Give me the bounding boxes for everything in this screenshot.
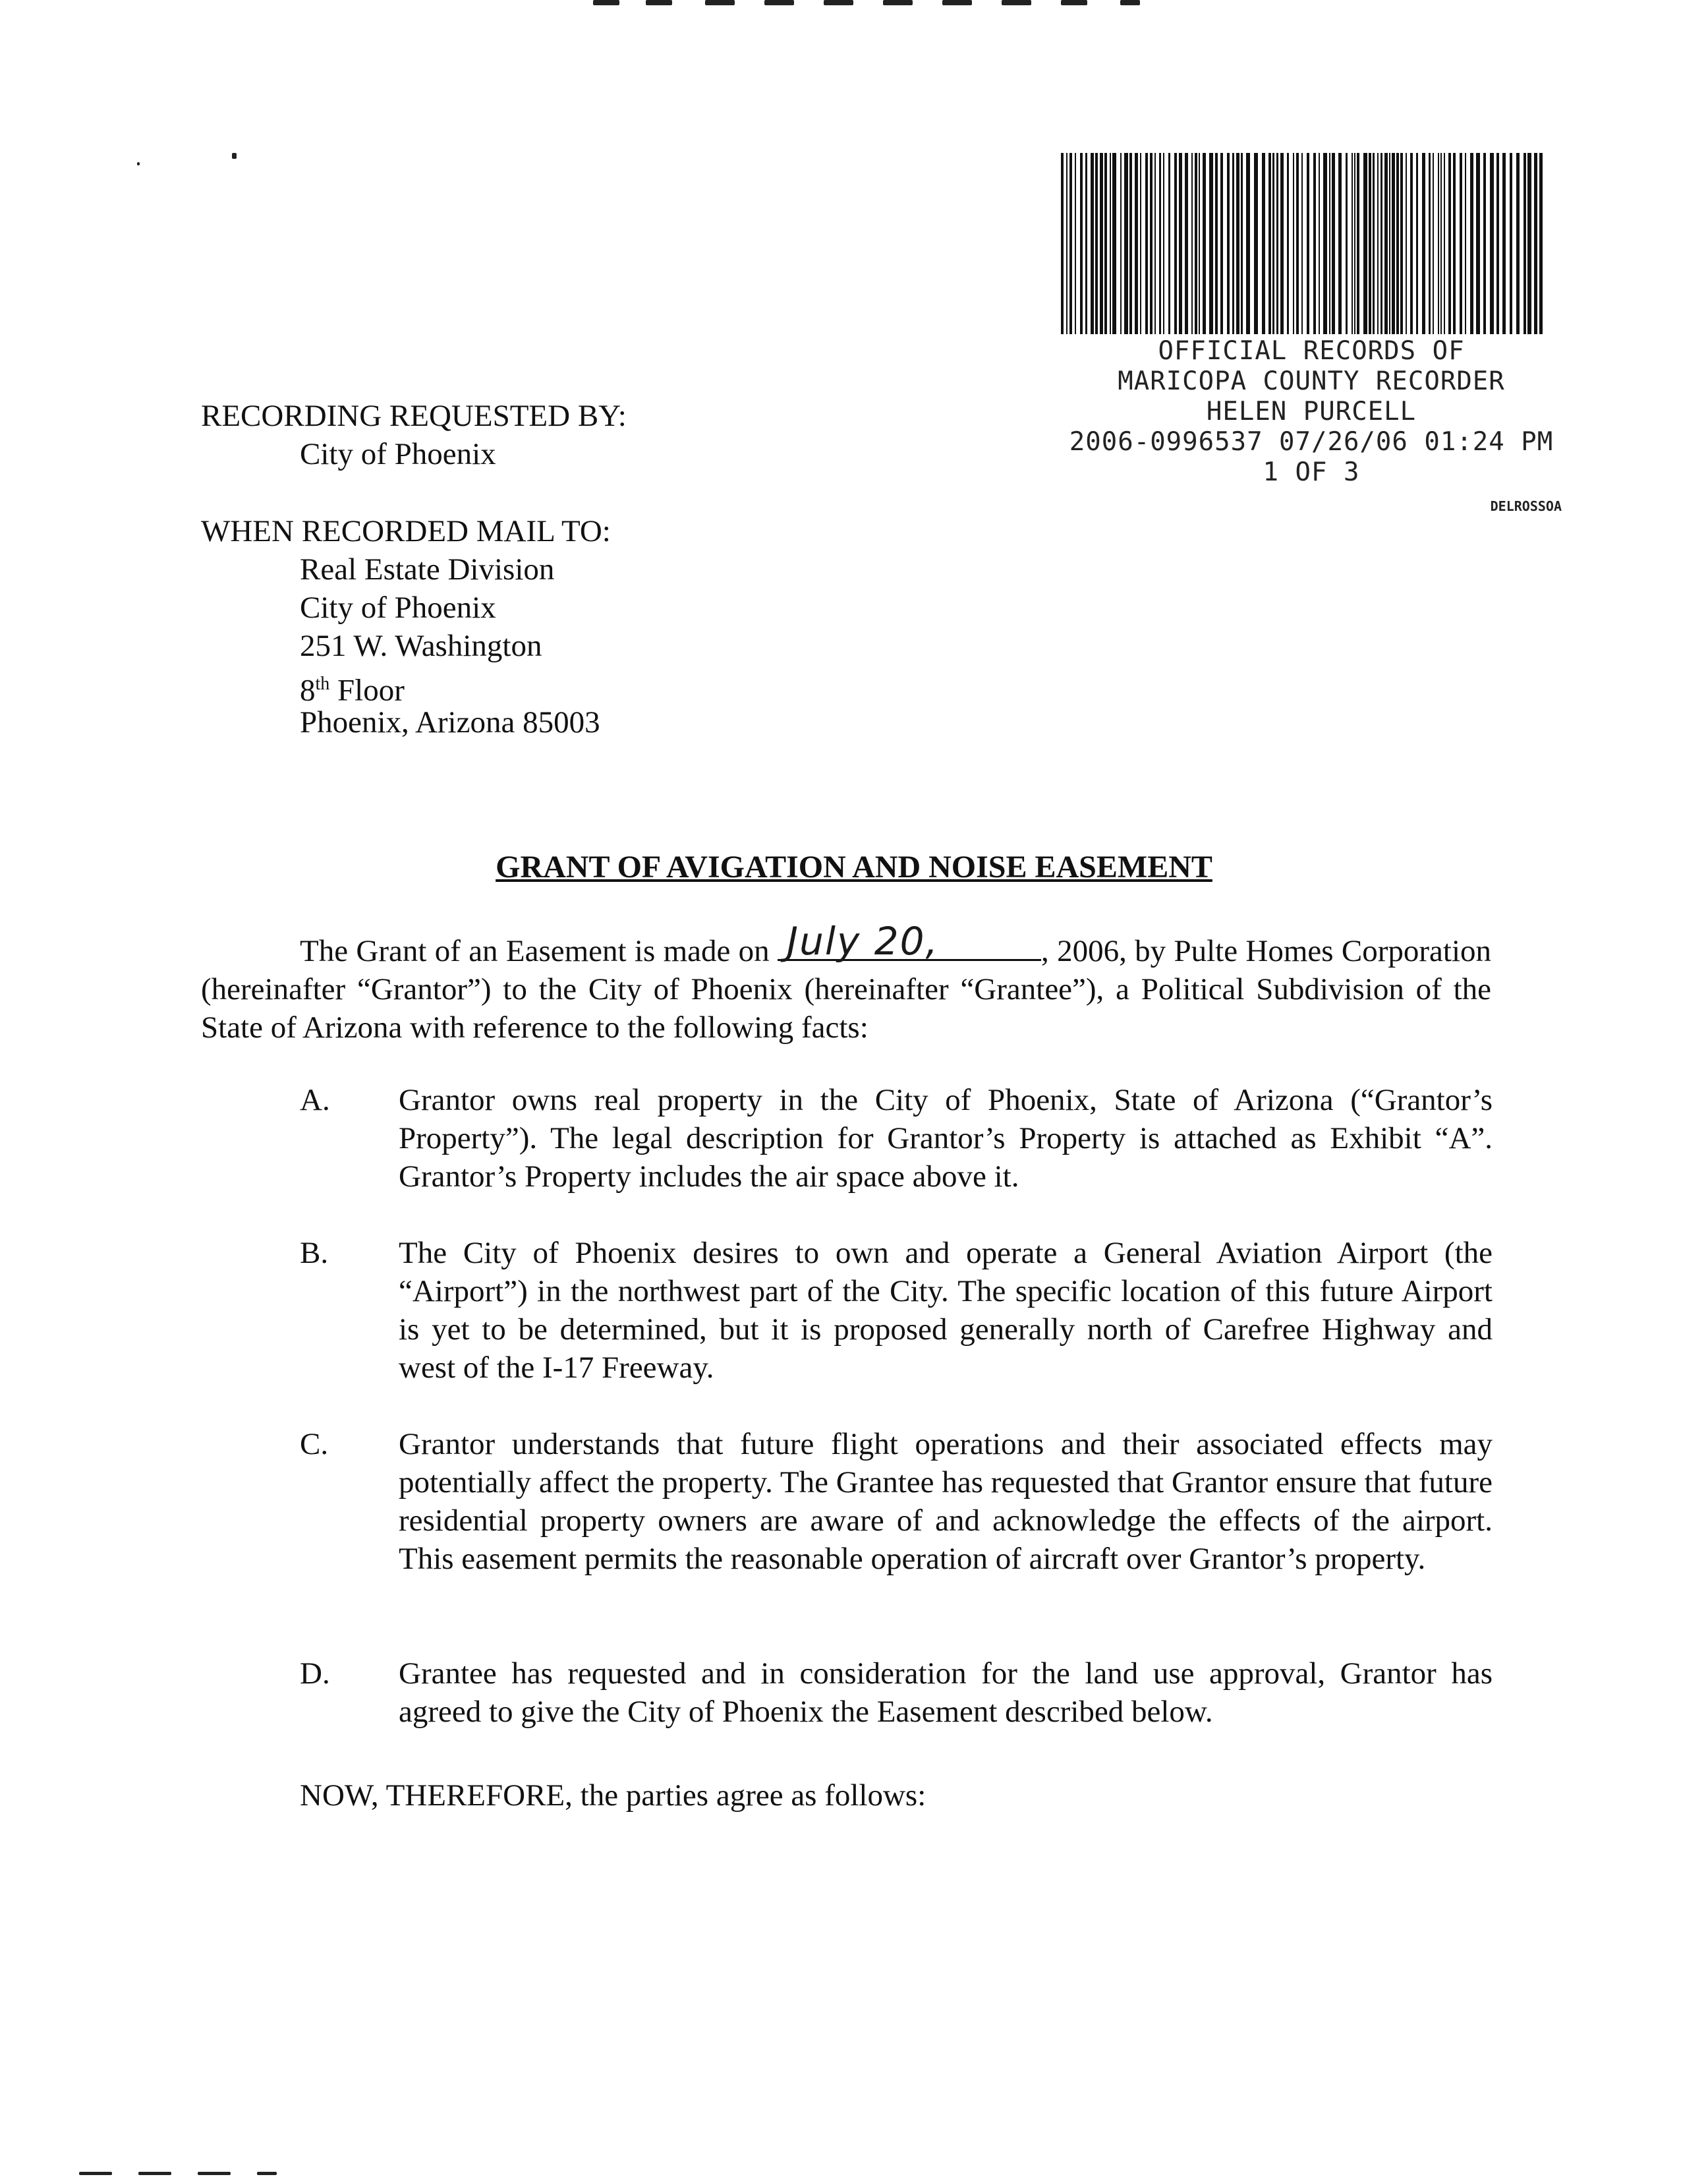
barcode-bar	[1465, 153, 1466, 334]
recital-b	[300, 1234, 1493, 1387]
intro-before-date: The Grant of an Easement is made on	[300, 934, 770, 968]
barcode-bar	[1440, 153, 1442, 334]
barcode-bar	[1392, 153, 1395, 334]
barcode-bar	[1069, 153, 1072, 334]
barcode-bar	[1061, 153, 1064, 334]
barcode-bar	[1319, 153, 1320, 334]
floor-label: Floor	[337, 673, 405, 708]
barcode-bar	[1246, 153, 1250, 334]
recording-requested-heading: RECORDING REQUESTED BY:	[201, 399, 627, 433]
barcode-bar	[1276, 153, 1278, 334]
barcode-bar	[1174, 153, 1177, 334]
barcode-bar	[1460, 153, 1462, 334]
barcode-bar	[1346, 153, 1348, 334]
barcode-bar	[1502, 153, 1506, 334]
barcode-bar	[1490, 153, 1494, 334]
mail-to-heading: WHEN RECORDED MAIL TO:	[201, 514, 611, 548]
barcode-bar	[1516, 153, 1520, 334]
barcode-bar	[1496, 153, 1499, 334]
barcode-bar	[1215, 153, 1218, 334]
barcode	[1060, 153, 1545, 334]
top-edge-dashes	[593, 0, 1186, 9]
barcode-bar	[1080, 153, 1083, 334]
barcode-bar	[1301, 153, 1303, 334]
barcode-bar	[1377, 153, 1379, 334]
barcode-bar	[1523, 153, 1526, 334]
barcode-bar	[1448, 153, 1451, 334]
barcode-bar	[1254, 153, 1258, 334]
handwritten-date: July 20,	[787, 919, 939, 964]
barcode-bar	[1293, 153, 1294, 334]
barcode-bar	[1539, 153, 1543, 334]
barcode-bar	[1199, 153, 1200, 334]
barcode-bar	[1159, 153, 1161, 334]
barcode-bar	[1203, 153, 1206, 334]
recital-text: Grantor understands that future flight operations and their associated effects may potentially affect the property. The Grantee has requested that Grantor ensure that future residential property owners are aware of and acknowledge the effects of the airport. This easement permits the reasonable operation of aircraft over Grantor’s property.	[399, 1427, 1493, 1576]
recording-requested-name: City of Phoenix	[300, 437, 496, 471]
barcode-bar	[1510, 153, 1512, 334]
barcode-bar	[1075, 153, 1076, 334]
barcode-bar	[1195, 153, 1197, 334]
recital-c	[300, 1425, 1493, 1578]
floor-suffix: th	[315, 674, 330, 694]
mail-to-line: City of Phoenix	[300, 591, 496, 625]
barcode-bar	[1354, 153, 1355, 334]
stamp-line: MARICOPA COUNTY RECORDER	[1118, 366, 1505, 396]
barcode-bar	[1236, 153, 1239, 334]
barcode-bar	[1444, 153, 1445, 334]
barcode-bar	[1220, 153, 1223, 334]
recital-a	[300, 1081, 1493, 1196]
barcode-bar	[1400, 153, 1403, 334]
barcode-bar	[1363, 153, 1367, 334]
barcode-bar	[1429, 153, 1431, 334]
barcode-bar	[1066, 153, 1068, 334]
floor-number: 8	[300, 673, 316, 708]
mail-to-line: Phoenix, Arizona 85003	[300, 705, 600, 740]
barcode-bar	[1338, 153, 1342, 334]
barcode-bar	[1129, 153, 1132, 334]
closing-line: NOW, THEREFORE, the parties agree as follows:	[300, 1778, 926, 1813]
barcode-bar	[1313, 153, 1316, 334]
barcode-bar	[1091, 153, 1094, 334]
barcode-bar	[1323, 153, 1327, 334]
barcode-bar	[1120, 153, 1122, 334]
scan-speck	[137, 162, 140, 165]
date-blank	[778, 919, 1041, 964]
barcode-bar	[1422, 153, 1425, 334]
barcode-bar	[1124, 153, 1128, 334]
stamp-line: 2006-0996537 07/26/06 01:24 PM	[1069, 427, 1554, 457]
intro-after-date: , 2006, by Pulte Homes Corporation (hereinafter “Grantor”) to the City of Phoenix (hereinafter “Grantee”), a Political Subdivision of the State of Arizona with reference to the following facts:	[201, 934, 1492, 1045]
barcode-bar	[1179, 153, 1182, 334]
recital-letter: C.	[300, 1427, 329, 1461]
scan-speck	[232, 153, 237, 159]
barcode-bar	[1470, 153, 1473, 334]
barcode-bar	[1110, 153, 1111, 334]
barcode-bar	[1232, 153, 1234, 334]
barcode-bar	[1416, 153, 1418, 334]
barcode-bar	[1272, 153, 1274, 334]
barcode-bar	[1483, 153, 1486, 334]
barcode-bar	[1163, 153, 1164, 334]
stamp-line: 1 OF 3	[1263, 457, 1360, 487]
barcode-bar	[1145, 153, 1148, 334]
barcode-bar	[1396, 153, 1399, 334]
barcode-bar	[1100, 153, 1103, 334]
barcode-bar	[1191, 153, 1193, 334]
barcode-bar	[1329, 153, 1330, 334]
bottom-edge-dashes	[79, 2172, 290, 2178]
barcode-bar	[1410, 153, 1413, 334]
recital-letter: D.	[300, 1656, 330, 1691]
barcode-bar	[1140, 153, 1141, 334]
barcode-bar	[1307, 153, 1309, 334]
barcode-bar	[1433, 153, 1434, 334]
stamp-line: OFFICIAL RECORDS OF	[1158, 336, 1465, 366]
barcode-bar	[1453, 153, 1456, 334]
recital-text: The City of Phoenix desires to own and operate a General Aviation Airport (the “Airport”) in the northwest part of the City. The specific location of this future Airport is yet to be determined, but it is proposed generally north of Carefree Highway and west of the I-17 Freeway.	[399, 1236, 1493, 1385]
barcode-bar	[1085, 153, 1087, 334]
barcode-bar	[1150, 153, 1153, 334]
barcode-bar	[1352, 153, 1353, 334]
barcode-bar	[1381, 153, 1382, 334]
barcode-bar	[1389, 153, 1390, 334]
barcode-bar	[1241, 153, 1243, 334]
mail-to-line: 251 W. Washington	[300, 629, 542, 663]
recital-text: Grantee has requested and in consideration for the land use approval, Grantor has agreed to give the City of Phoenix the Easement described below.	[399, 1656, 1493, 1729]
barcode-bar	[1185, 153, 1188, 334]
barcode-bar	[1373, 153, 1375, 334]
barcode-bar	[1268, 153, 1271, 334]
barcode-bar	[1154, 153, 1156, 334]
barcode-bar	[1287, 153, 1289, 334]
barcode-bar	[1357, 153, 1359, 334]
barcode-bar	[1227, 153, 1230, 334]
barcode-bar	[1369, 153, 1371, 334]
mail-to-line: Real Estate Division	[300, 552, 555, 587]
recital-d	[300, 1654, 1493, 1731]
barcode-bar	[1112, 153, 1116, 334]
barcode-bar	[1209, 153, 1213, 334]
stamp-line: HELEN PURCELL	[1206, 397, 1417, 426]
recital-letter: B.	[300, 1236, 329, 1270]
barcode-bar	[1280, 153, 1284, 334]
barcode-bar	[1406, 153, 1407, 334]
barcode-bar	[1168, 153, 1170, 334]
barcode-bar	[1262, 153, 1265, 334]
barcode-bar	[1534, 153, 1537, 334]
barcode-bar	[1476, 153, 1480, 334]
recorder-stamp	[1041, 336, 1581, 488]
stamp-initials: DELROSSOA	[1490, 498, 1562, 514]
barcode-bar	[1332, 153, 1335, 334]
barcode-bar	[1095, 153, 1098, 334]
barcode-bar	[1527, 153, 1531, 334]
recital-letter: A.	[300, 1083, 330, 1117]
barcode-bar	[1296, 153, 1299, 334]
barcode-bar	[1135, 153, 1138, 334]
barcode-bar	[1384, 153, 1388, 334]
barcode-bar	[1104, 153, 1107, 334]
recital-text: Grantor owns real property in the City of Phoenix, State of Arizona (“Grantor’s Property”). The legal description for Grantor’s Property is attached as Exhibit “A”. Grantor’s Property includes the air space above it.	[399, 1083, 1493, 1194]
barcode-bar	[1438, 153, 1439, 334]
document-title: GRANT OF AVIGATION AND NOISE EASEMENT	[496, 850, 1212, 885]
intro-paragraph	[201, 919, 1492, 1047]
